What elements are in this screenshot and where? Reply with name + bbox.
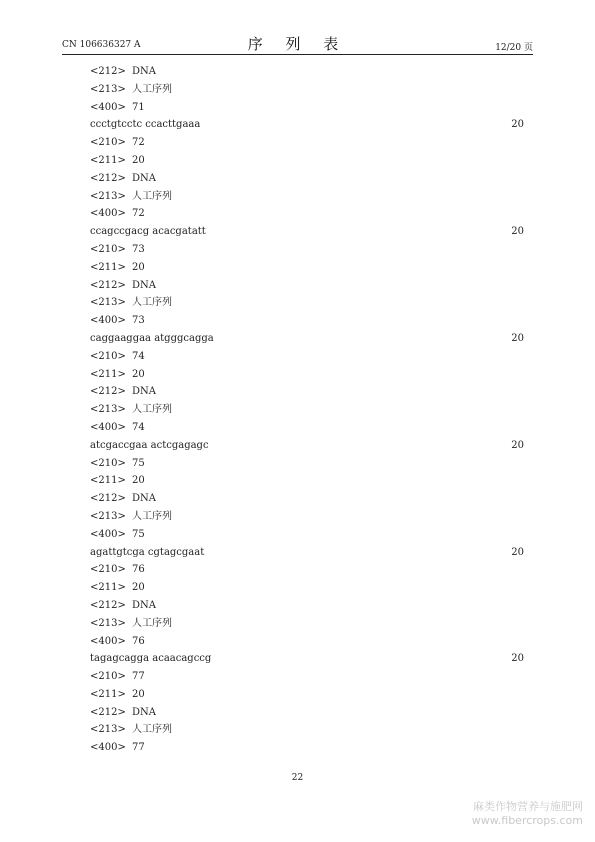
- field-tag: <212>: [90, 386, 126, 398]
- field-value: 20: [132, 368, 145, 380]
- sequence-text: caggaaggaa atgggcagga: [90, 332, 214, 344]
- field-value: 75: [132, 528, 145, 540]
- field-value: 人工序列: [132, 724, 172, 736]
- field-value: DNA: [132, 386, 156, 398]
- field-tag: <213>: [90, 724, 126, 736]
- sequence-length: 20: [511, 546, 524, 558]
- field-line: [90, 455, 524, 473]
- field-line: [90, 668, 524, 686]
- field-value: 人工序列: [132, 190, 172, 202]
- sequence-text: ccctgtcctc ccacttgaaa: [90, 119, 201, 131]
- field-value: 人工序列: [132, 404, 172, 416]
- sequence-length: 20: [511, 653, 524, 665]
- sequence-text: ccagccgacg acacgatatt: [90, 226, 206, 238]
- sequence-listing: [90, 63, 524, 757]
- field-line: [90, 401, 524, 419]
- field-value: 77: [132, 671, 145, 683]
- field-line: [90, 134, 524, 152]
- field-tag: <213>: [90, 190, 126, 202]
- field-value: 人工序列: [132, 617, 172, 629]
- field-tag: <211>: [90, 368, 126, 380]
- field-line: [90, 312, 524, 330]
- sequence-text: tagagcagga acaacagccg: [90, 653, 212, 665]
- field-tag: <213>: [90, 617, 126, 629]
- field-value: 73: [132, 315, 145, 327]
- page-title: 序 列 表: [247, 35, 348, 53]
- field-value: DNA: [132, 66, 156, 77]
- watermark-text: 麻类作物营养与施肥网: [473, 800, 583, 813]
- field-value: 76: [132, 564, 145, 576]
- sequence-length: 20: [511, 119, 524, 131]
- sequence-text: agattgtcga cgtagcgaat: [90, 546, 205, 558]
- field-value: 20: [132, 582, 145, 594]
- field-tag: <210>: [90, 243, 126, 255]
- field-line: [90, 205, 524, 223]
- field-line: [90, 348, 524, 366]
- field-value: 人工序列: [132, 297, 172, 309]
- field-tag: <213>: [90, 510, 126, 522]
- field-line: [90, 63, 524, 81]
- field-tag: <210>: [90, 671, 126, 683]
- field-tag: <212>: [90, 66, 126, 77]
- field-value: 人工序列: [132, 83, 172, 95]
- field-line: [90, 472, 524, 490]
- field-tag: <400>: [90, 101, 126, 113]
- sequence-line: [90, 437, 524, 455]
- sequence-length: 20: [511, 332, 524, 344]
- watermark: [472, 800, 583, 828]
- field-line: [90, 508, 524, 526]
- field-line: [90, 366, 524, 384]
- patent-number: CN 106636327 A: [62, 40, 141, 50]
- field-tag: <213>: [90, 297, 126, 309]
- field-line: [90, 704, 524, 722]
- field-value: 73: [132, 243, 145, 255]
- sequence-text: atcgaccgaa actcgagagc: [90, 439, 209, 451]
- field-line: [90, 99, 524, 117]
- field-line: [90, 615, 524, 633]
- field-tag: <212>: [90, 599, 126, 611]
- field-value: 75: [132, 457, 145, 469]
- field-value: 20: [132, 475, 145, 487]
- field-tag: <211>: [90, 154, 126, 166]
- field-line: [90, 188, 524, 206]
- field-line: [90, 383, 524, 401]
- field-tag: <400>: [90, 742, 126, 754]
- field-value: 20: [132, 261, 145, 273]
- field-tag: <211>: [90, 475, 126, 487]
- sequence-line: [90, 650, 524, 668]
- sequence-line: [90, 544, 524, 562]
- field-line: [90, 739, 524, 757]
- field-line: [90, 170, 524, 188]
- field-value: 人工序列: [132, 510, 172, 522]
- field-tag: <212>: [90, 172, 126, 184]
- field-tag: <212>: [90, 493, 126, 505]
- field-tag: <400>: [90, 208, 126, 220]
- field-value: 74: [132, 421, 145, 433]
- watermark-url: www.fibercrops.com: [471, 814, 583, 827]
- field-tag: <210>: [90, 350, 126, 362]
- field-value: DNA: [132, 279, 156, 291]
- field-line: [90, 526, 524, 544]
- field-tag: <211>: [90, 582, 126, 594]
- field-tag: <210>: [90, 137, 126, 149]
- field-line: [90, 579, 524, 597]
- field-value: DNA: [132, 172, 156, 184]
- field-value: DNA: [132, 706, 156, 718]
- field-value: 76: [132, 635, 145, 647]
- field-tag: <212>: [90, 706, 126, 718]
- field-value: 20: [132, 688, 145, 700]
- field-tag: <213>: [90, 83, 126, 95]
- page-header: [62, 32, 533, 55]
- sequence-line: [90, 223, 524, 241]
- field-value: DNA: [132, 599, 156, 611]
- field-tag: <210>: [90, 457, 126, 469]
- sequence-length: 20: [511, 226, 524, 238]
- field-value: 77: [132, 742, 145, 754]
- field-tag: <211>: [90, 261, 126, 273]
- field-line: [90, 686, 524, 704]
- field-line: [90, 241, 524, 259]
- field-line: [90, 81, 524, 99]
- field-line: [90, 259, 524, 277]
- sequence-line: [90, 116, 524, 134]
- page-reference: 12/20 页: [495, 43, 533, 53]
- field-tag: <211>: [90, 688, 126, 700]
- field-line: [90, 277, 524, 295]
- field-tag: <212>: [90, 279, 126, 291]
- field-tag: <400>: [90, 421, 126, 433]
- field-tag: <213>: [90, 404, 126, 416]
- field-line: [90, 633, 524, 651]
- field-value: DNA: [132, 493, 156, 505]
- page-number: 22: [291, 773, 304, 783]
- sequence-length: 20: [511, 439, 524, 451]
- field-line: [90, 152, 524, 170]
- field-line: [90, 561, 524, 579]
- field-line: [90, 419, 524, 437]
- field-line: [90, 490, 524, 508]
- field-tag: <210>: [90, 564, 126, 576]
- field-tag: <400>: [90, 315, 126, 327]
- field-line: [90, 597, 524, 615]
- field-value: 20: [132, 154, 145, 166]
- field-tag: <400>: [90, 635, 126, 647]
- field-value: 71: [132, 101, 145, 113]
- field-value: 74: [132, 350, 145, 362]
- field-value: 72: [132, 208, 145, 220]
- field-value: 72: [132, 137, 145, 149]
- sequence-line: [90, 330, 524, 348]
- field-line: [90, 721, 524, 739]
- field-tag: <400>: [90, 528, 126, 540]
- field-line: [90, 294, 524, 312]
